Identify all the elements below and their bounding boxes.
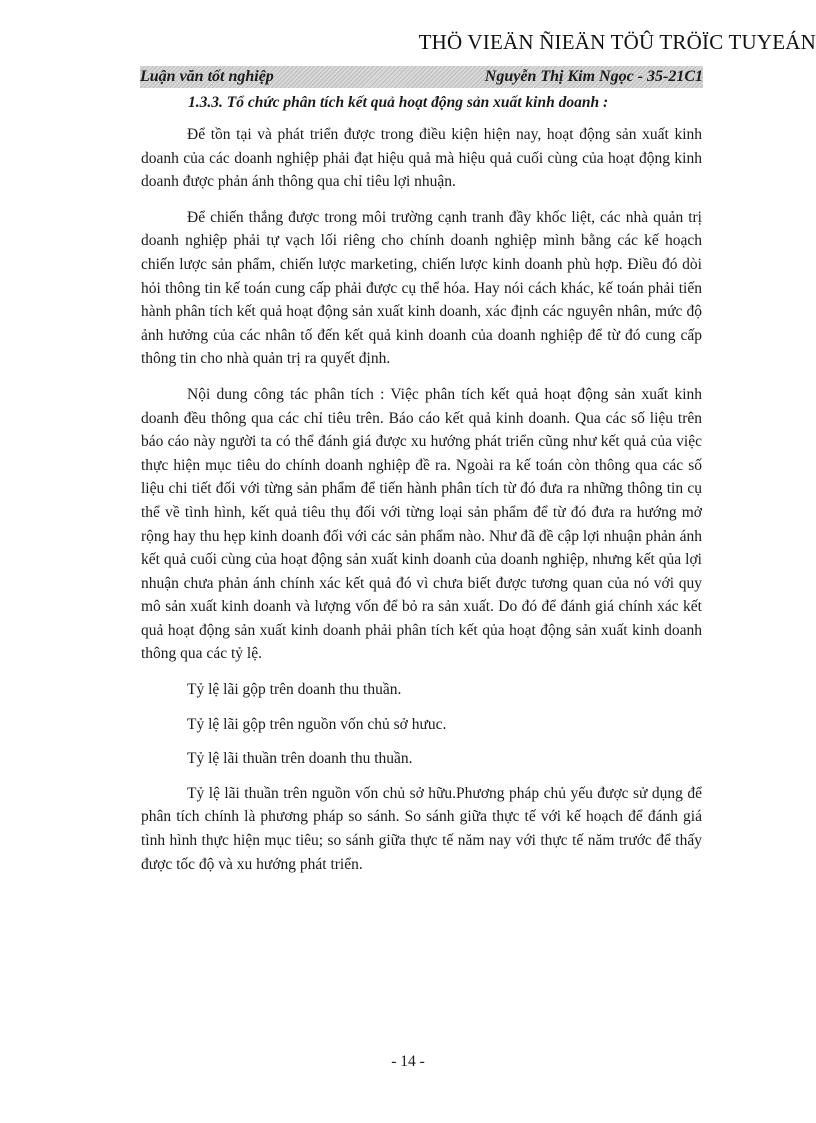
paragraph-net-equity-method: Tỷ lệ lãi thuần trên nguồn vốn chủ sở hữu.Phương pháp chủ yếu được sử dụng để phân tích chính là phương pháp so sánh. So sánh giữa thực tế với kế hoạch để đánh giá tình hình thực hiện mục tiêu; so sánh giữa thực tế năm nay với thực tế năm trước để thấy được tốc độ và xu hướng phát triển. [141,784,702,873]
thesis-label: Luận văn tốt nghiệp [140,68,274,85]
ratio-net-margin-revenue: Tỷ lệ lãi thuần trên doanh thu thuần. [187,750,413,768]
section-heading: 1.3.3. Tổ chức phân tích kết quả hoạt động sản xuất kinh doanh : [188,94,609,111]
author-label: Nguyễn Thị Kim Ngọc - 35-21C1 [484,68,703,85]
ratio-gross-margin-equity: Tỷ lệ lãi gộp trên nguồn vốn chủ sở hưuc. [187,715,447,733]
page-header [140,66,703,88]
ratio-gross-margin-revenue: Tỷ lệ lãi gộp trên doanh thu thuần. [187,681,402,699]
body-text [141,123,702,888]
paragraph-intro: Để tồn tại và phát triển được trong điều kiện hiện nay, hoạt động sản xuất kinh doanh của các doanh nghiệp phải đạt hiệu quả mà hiệu quả cuối cùng của hoạt động kinh doanh được phản ánh thông qua chỉ tiêu lợi nhuận. [141,126,702,191]
page-number: - 14 - [391,1053,425,1070]
paragraph-analysis-content: Nội dung công tác phân tích : Việc phân tích kết quả hoạt động sản xuất kinh doanh đều thông qua các chỉ tiêu trên. Báo cáo kết quả kinh doanh. Qua các số liệu trên báo cáo này người ta có thể đánh giá được xu hướng phát triển cũng như kết quả của việc thực hiện mục tiêu do chính doanh nghiệp đề ra. Ngoài ra kế toán còn thông qua các số liệu chi tiết đối với từng sản phẩm để tiến hành phân tích từ đó đưa ra những thông tin cụ thể về tình hình, kết quả tiêu thụ đối với từng loại sản phẩm để từ đó đưa ra hướng mở rộng hay thu hẹp kinh doanh đối với các sản phẩm nào. Như đã đề cập lợi nhuận phản ánh kết quả cuối cùng của hoạt động sản xuất kinh doanh của doanh nghiệp, nhưng kết qủa lợi nhuận chưa phản ánh chính xác kết quả đó vì chưa biết được tương quan của nó với quy mô sản xuất kinh doanh và lượng vốn để bỏ ra sản xuất. Do đó để đánh giá chính xác kết quả hoạt động sản xuất kinh doanh phải phân tích kết qủa hoạt động sản xuất kinh doanh thông qua các tỷ lệ. [141,385,702,663]
library-watermark: THÖ VIEÄN ÑIEÄN TÖÛ TRÖÏC TUYEÁN [418,30,816,54]
paragraph-strategy: Để chiến thắng được trong môi trường cạnh tranh đầy khốc liệt, các nhà quản trị doanh nghiệp phải tự vạch lối riêng cho chính doanh nghiệp mình bằng các kế hoạch chiến lược sản phẩm, chiến lược marketing, chiến lược kinh doanh phù hợp. Điều đó dòi hỏi thông tin kế toán cung cấp phải được cụ thể hóa. Hay nói cách khác, kế toán phải tiến hành phân tích kết quả hoạt động sản xuất kinh doanh, xác định các nguyên nhân, mức độ ảnh hưởng của các nhân tố đến kết quả kinh doanh của doanh nghiệp để từ đó cung cấp thông tin cho nhà quản trị ra quyết định. [141,208,702,368]
